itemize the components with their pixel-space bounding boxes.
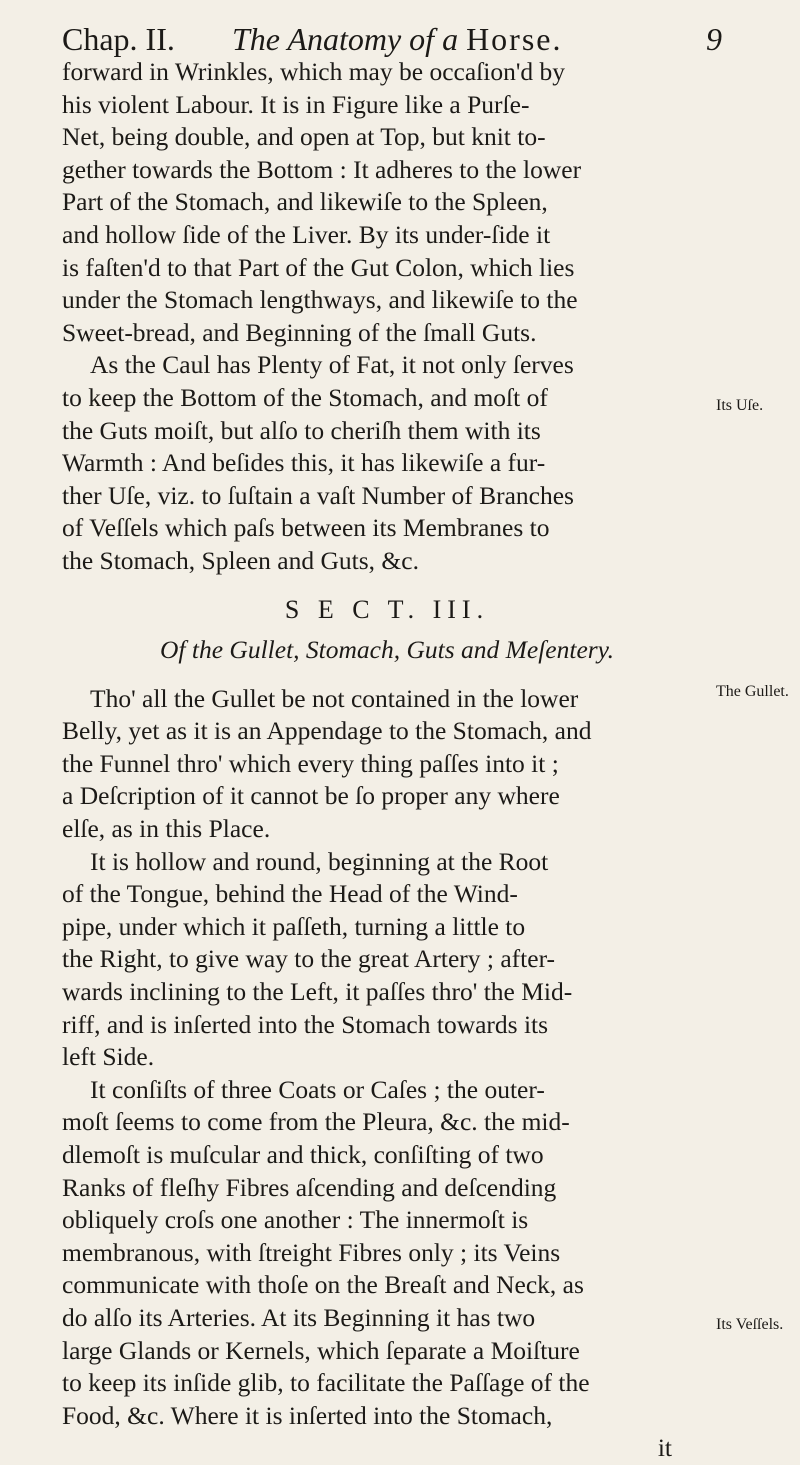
text-line: pipe, under which it paſſeth, turning a little to [62,911,526,941]
text-line: Net, being double, and open at Top, but knit to- [62,122,546,152]
catchword: it [657,1433,672,1463]
text-line: of Veſſels which paſs between its Membranes to [62,513,550,543]
text-line: dlemoſt is muſcular and thick, conſiſting of two [62,1140,544,1169]
text-line: Food, &c. Where it is inſerted into the Stomach, [62,1400,553,1430]
running-title-caps: Horse. [466,21,563,57]
text-line: the Funnel thro' which every thing paſſes into it ; [62,748,559,778]
margin-note-its-use: Its Uſe. [716,397,764,414]
text-line: Ranks of fleſhy Fibres aſcending and deſcending [62,1172,557,1202]
text-line: ther Uſe, viz. to ſuſtain a vaſt Number of Branches [62,480,574,510]
text-line: Belly, yet as it is an Appendage to the Stomach, and [62,716,592,746]
body-text [62,56,712,1465]
text-line: gether towards the Bottom : It adheres to the lower [62,154,582,184]
text-line: and hollow ſide of the Liver. By its under-ſide it [62,219,551,249]
section-heading: S E C T. III. [284,594,490,624]
text-line: It is hollow and round, beginning at the Root [90,846,549,876]
text-line: wards inclining to the Left, it paſſes thro' the Mid- [62,977,573,1007]
text-line: elſe, as in this Place. [62,814,271,844]
text-line: of the Tongue, behind the Head of the Wind- [62,879,518,909]
text-line: riff, and is inſerted into the Stomach towards its [62,1009,549,1039]
text-line: large Glands or Kernels, which ſeparate a Moiſture [62,1335,580,1365]
text-line: Warmth : And beſides this, it has likewiſe a fur- [62,448,546,478]
text-line: to keep the Bottom of the Stomach, and moſt of [62,382,548,412]
text-line: left Side. [62,1042,155,1072]
text-line: under the Stomach lengthways, and likewiſe to the [62,285,578,315]
text-line: obliquely croſs one another : The innermoſt is [62,1205,529,1235]
text-line: his violent Labour. It is in Figure like a Purſe- [62,89,530,119]
margin-note-the-gullet: The Gullet. [716,683,789,700]
text-line: the Guts moiſt, but alſo to cheriſh them with its [62,415,541,445]
text-line: communicate with thoſe on the Breaſt and Neck, as [62,1270,584,1300]
text-line: forward in Wrinkles, which may be occaſion'd by [62,57,566,86]
text-line: membranous, with ſtreight Fibres only ; its Veins [62,1237,561,1267]
text-line: Tho' all the Gullet be not contained in the lower [90,683,579,713]
text-line: to keep its inſide glib, to facilitate the Paſſage of the [62,1368,590,1398]
text-line: It conſiſts of three Coats or Caſes ; the outer- [90,1074,545,1104]
section-subheading: Of the Gullet, Stomach, Guts and Meſentery. [160,635,614,665]
text-line: As the Caul has Plenty of Fat, it not only ſerves [90,350,574,380]
text-line: do alſo its Arteries. At its Beginning it has two [62,1302,536,1332]
margin-note-its-vessels: Its Veſſels. [716,1316,784,1333]
text-line: moſt ſeems to come from the Pleura, &c. the mid- [62,1107,570,1137]
text-line: a Deſcription of it cannot be ſo proper any where [62,781,560,811]
text-line: the Right, to give way to the great Artery ; after- [62,944,556,974]
page-number: 9 [706,21,722,57]
text-line: Part of the Stomach, and likewiſe to the Spleen, [62,187,548,217]
text-line: is faſten'd to that Part of the Gut Colon, which lies [62,252,575,282]
chapter-label: Chap. II. [62,21,175,57]
text-line: Sweet-bread, and Beginning of the ſmall Guts. [62,317,537,347]
text-line: the Stomach, Spleen and Guts, &c. [62,545,419,575]
running-title-italic: The Anatomy of a [232,21,459,57]
